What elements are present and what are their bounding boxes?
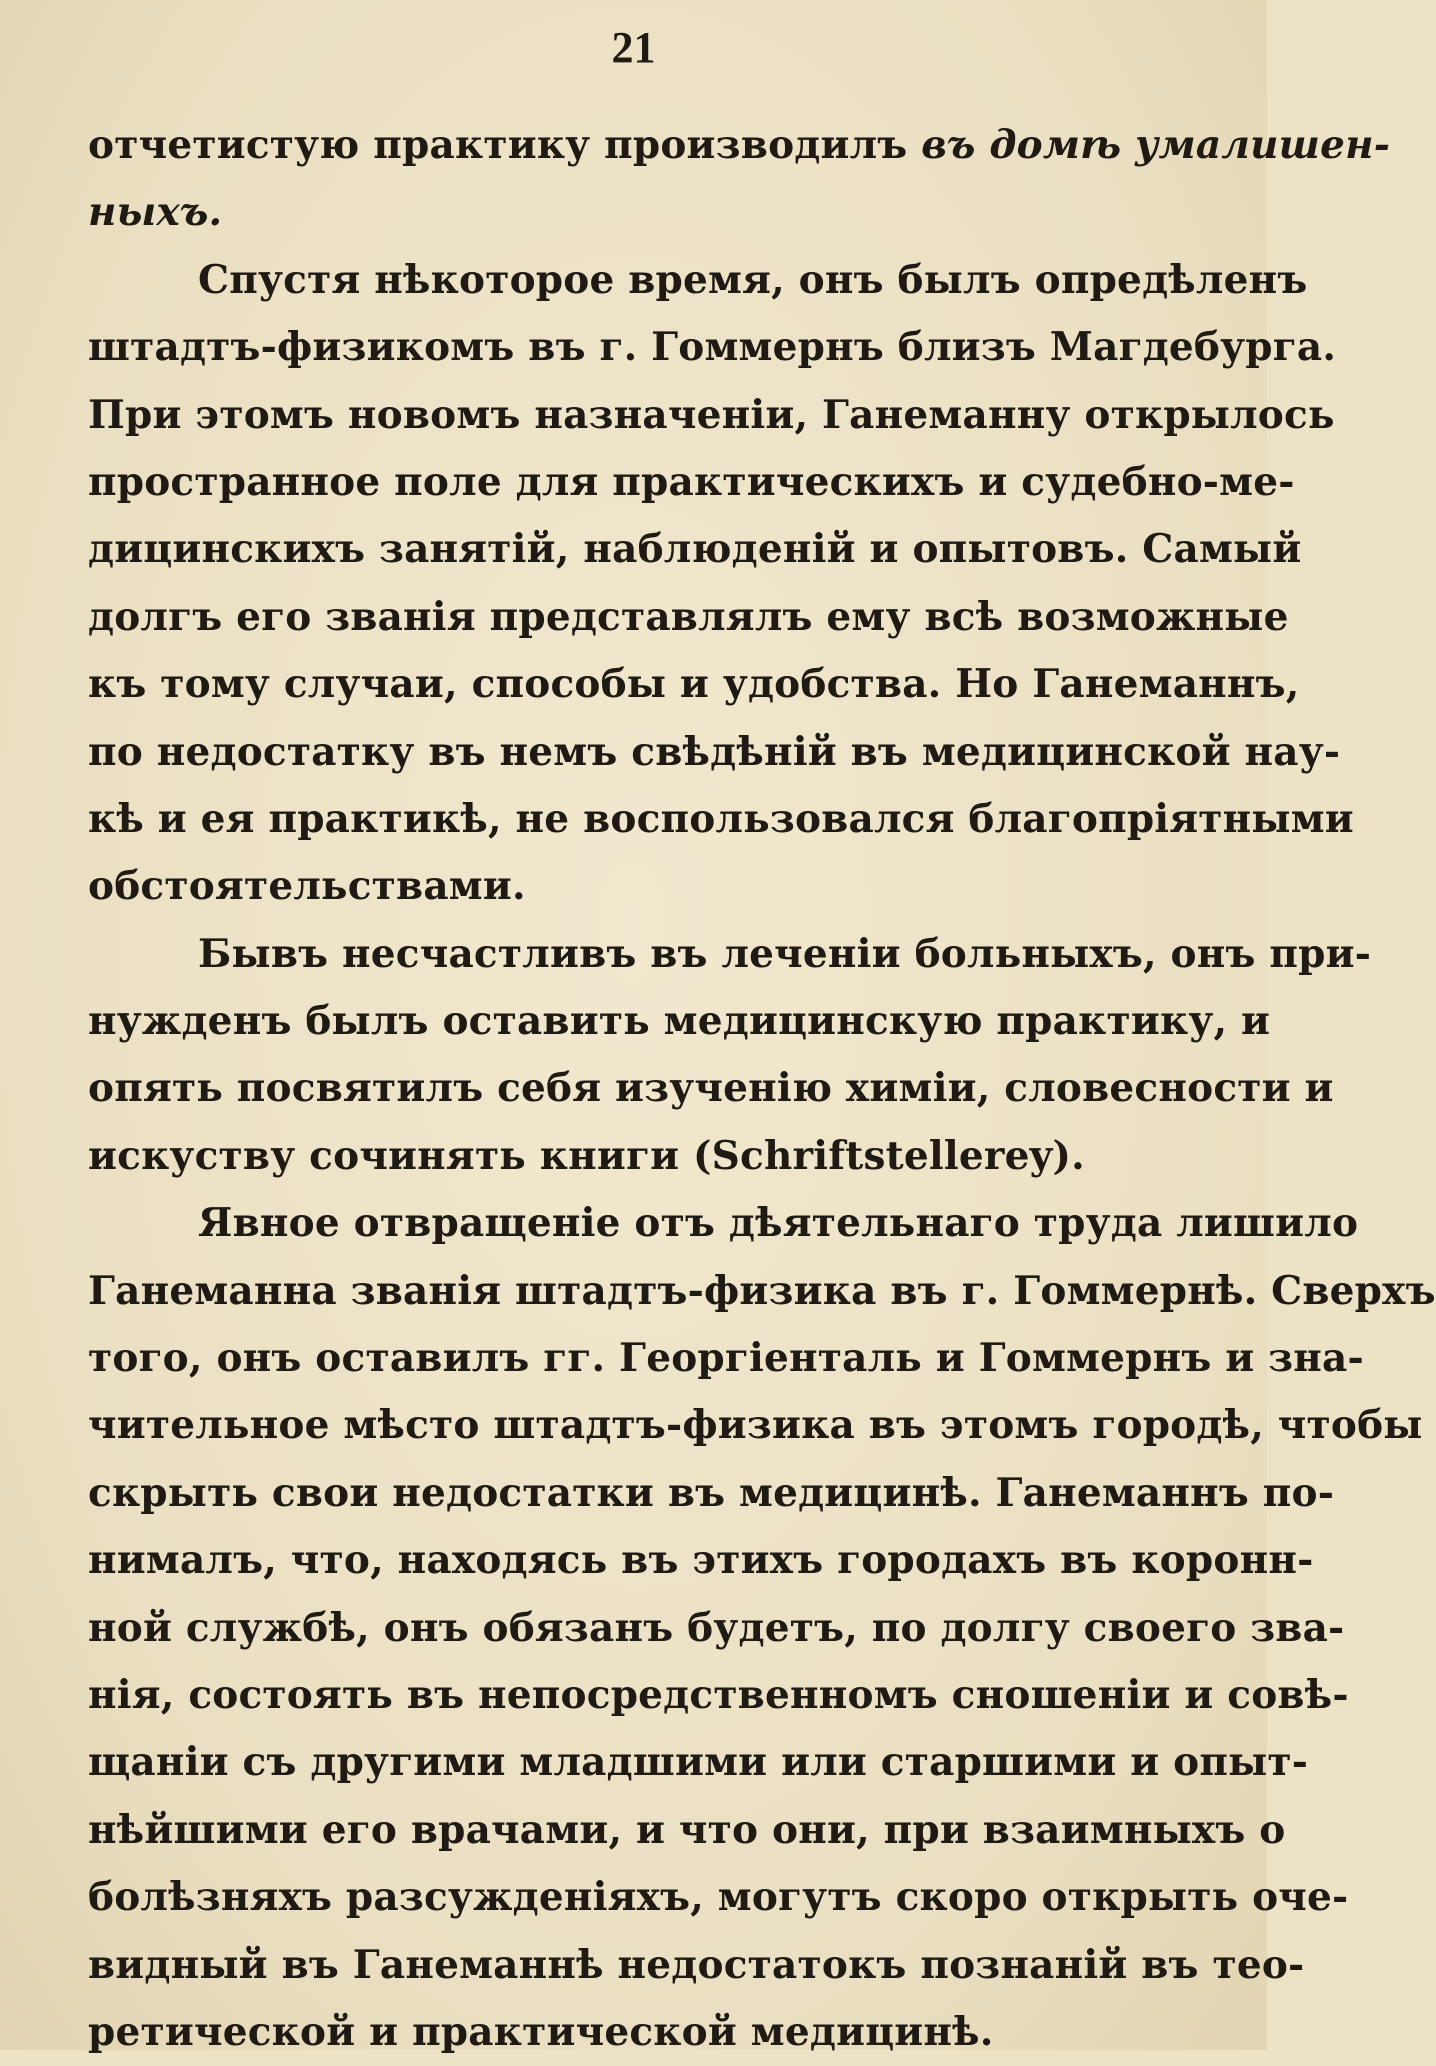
text-line-content: нія, состоять въ непосредственномъ сношеніи и совѣ- [88,1671,1349,1718]
page-number: 21 [611,23,656,72]
text-line [88,179,1218,246]
text-line [88,1123,1218,1190]
text-line [88,314,1337,381]
text-line [88,1662,1349,1729]
text-line [88,1729,1309,1796]
text-line [88,1999,1218,2066]
text-line-content: нималъ, что, находясь въ этихъ городахъ въ коронн- [88,1537,1314,1584]
text-line [88,1325,1364,1392]
text-line-content: искуству сочинять книги (Schriftstellerey). [88,1132,1085,1179]
text-line-content: обстоятельствами. [88,863,526,910]
text-line [88,1460,1335,1527]
text-line-content: того, онъ оставилъ гг. Георгіенталь и Гоммернъ и зна- [88,1335,1364,1382]
text-line-content: Явное отвращеніе отъ дѣятельнаго труда лишило [198,1200,1359,1247]
text-line [88,1595,1345,1662]
text-line-content: отчетистую практику производилъ [88,122,922,168]
italic-phrase: въ домѣ умалишен- [921,122,1391,168]
text-line [88,1190,1359,1257]
text-line-content: При этомъ новомъ назначеніи, Ганеманну открылось [88,391,1335,438]
text-line [88,1527,1314,1594]
text-line-content: къ тому случаи, способы и удобства. Но Ганеманнъ, [88,661,1300,708]
body-text [88,112,1436,2066]
text-line [88,853,1218,920]
text-line [88,1055,1334,1122]
text-line [88,247,1308,314]
text-line-content: щаніи съ другими младшими или старшими и опыт- [88,1739,1309,1786]
text-line [88,1864,1349,1931]
text-line [88,112,1391,179]
text-line [88,382,1335,449]
text-line-content: кѣ и ея практикѣ, не воспользовался благопріятными [88,795,1354,842]
text-line-content: Бывъ несчастливъ въ леченіи больныхъ, онъ при- [198,930,1372,977]
text-line-content: видный въ Ганеманнѣ недостатокъ познаній въ тео- [88,1941,1305,1988]
text-line [88,651,1300,718]
text-line [88,449,1295,516]
text-line-content: нѣйшими его врачами, и что они, при взаимныхъ о [88,1806,1286,1853]
text-line-content: болѣзняхъ разсужденіяхъ, могутъ скоро открыть оче- [88,1874,1349,1921]
text-line-content: чительное мѣсто штадтъ-физика въ этомъ городѣ, чтобы [88,1402,1423,1449]
text-line [88,921,1372,988]
text-line-content: долгъ его званія представлялъ ему всѣ возможные [88,593,1289,640]
text-line-content: скрыть свои недостатки въ медицинѣ. Ганеманнъ по- [88,1469,1335,1516]
text-line [88,1797,1286,1864]
text-line-content: Ганеманна званія штадтъ-физика въ г. Гоммернѣ. Сверхъ [88,1267,1436,1314]
text-line [88,516,1302,583]
text-line-content: Спустя нѣкоторое время, онъ былъ опредѣленъ [198,256,1308,303]
text-line [88,1392,1423,1459]
text-line-content: нужденъ былъ оставить медицинскую практику, и [88,998,1271,1045]
text-line-content: штадтъ-физикомъ въ г. Гоммернъ близъ Магдебурга. [88,324,1337,371]
text-line-content: по недостатку въ немъ свѣдѣній въ медицинской нау- [88,728,1341,775]
text-line-content: ретической и практической медицинѣ. [88,2008,994,2055]
text-line-content: ной службѣ, онъ обязанъ будетъ, по долгу своего зва- [88,1604,1345,1651]
text-line-content: опять посвятилъ себя изученію химіи, словесности и [88,1065,1334,1112]
text-line-content: пространное поле для практическихъ и судебно-ме- [88,458,1295,505]
italic-phrase: ныхъ. [88,189,223,236]
text-line [88,1932,1305,1999]
text-line [88,988,1271,1055]
text-line [88,584,1289,651]
text-line [88,786,1354,853]
text-line-content: дицинскихъ занятій, наблюденій и опытовъ. Самый [88,526,1302,573]
text-line [88,719,1341,786]
text-line [88,1258,1436,1325]
